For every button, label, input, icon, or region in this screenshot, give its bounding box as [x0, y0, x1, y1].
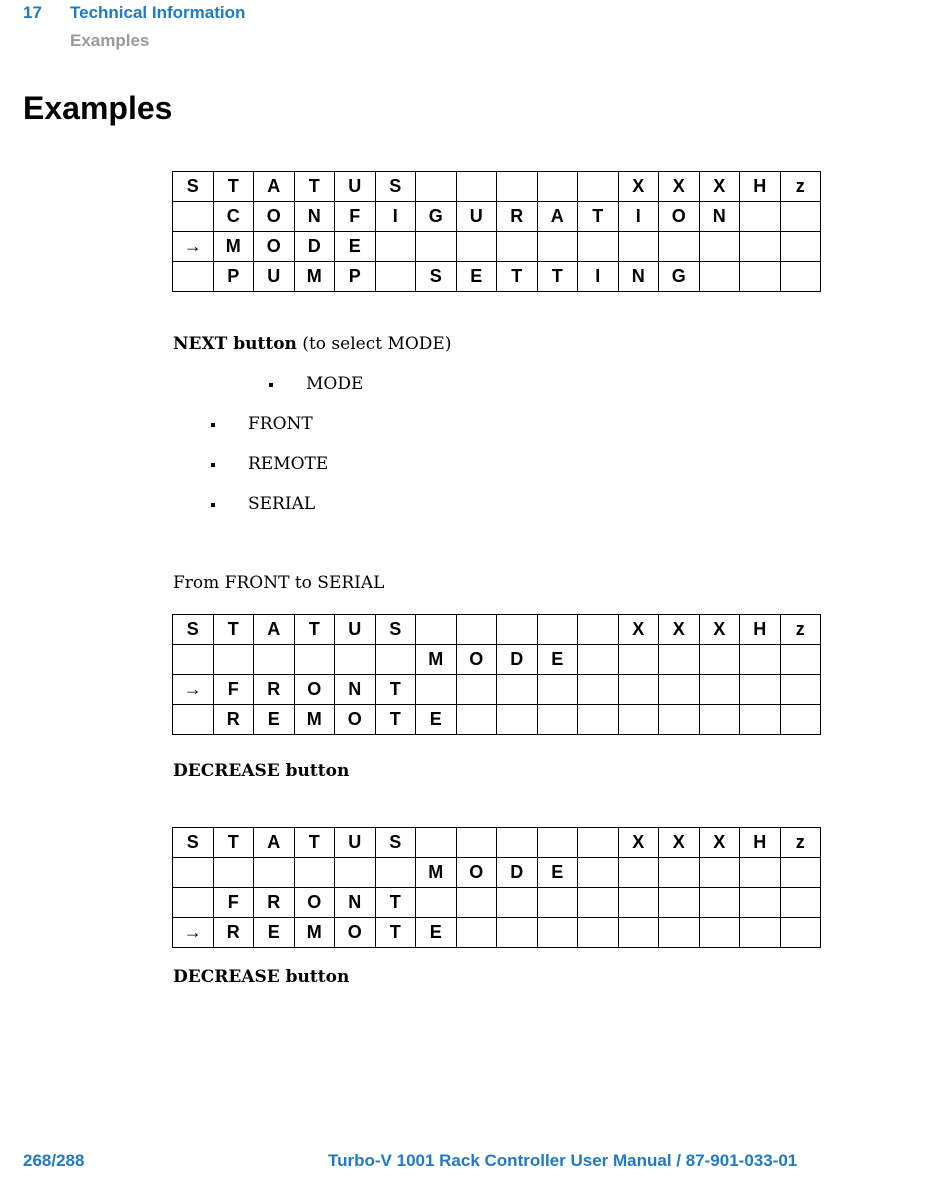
table-cell: M — [294, 262, 335, 292]
table-cell: N — [294, 202, 335, 232]
table-cell: S — [173, 615, 214, 645]
table-cell: S — [173, 172, 214, 202]
table-cell: E — [416, 705, 457, 735]
table-row — [173, 675, 821, 705]
table-cell — [537, 888, 578, 918]
table-cell — [254, 858, 295, 888]
next-button-label: NEXT button — [173, 334, 297, 354]
table-cell — [497, 918, 538, 948]
bullet-icon — [211, 503, 215, 507]
table-cell: G — [659, 262, 700, 292]
table-cell: T — [497, 262, 538, 292]
table-cell: U — [456, 202, 497, 232]
table-cell — [416, 232, 457, 262]
table-cell: X — [699, 172, 740, 202]
table-cell — [537, 615, 578, 645]
table-cell — [740, 858, 781, 888]
table-cell: T — [294, 828, 335, 858]
lcd-display-table — [172, 827, 821, 948]
table-cell: U — [335, 615, 376, 645]
table-cell: S — [375, 615, 416, 645]
table-cell — [780, 202, 821, 232]
table-row — [173, 615, 821, 645]
table-cell — [375, 645, 416, 675]
table-cell — [618, 858, 659, 888]
table-cell — [213, 858, 254, 888]
table-cell — [537, 172, 578, 202]
table-cell — [618, 675, 659, 705]
table-cell: M — [294, 705, 335, 735]
table-cell — [375, 858, 416, 888]
table-cell: T — [537, 262, 578, 292]
list-item: FRONT — [248, 414, 313, 434]
table-cell — [294, 858, 335, 888]
table-cell — [618, 705, 659, 735]
table-cell — [659, 232, 700, 262]
table-cell: R — [254, 888, 295, 918]
table-cell — [578, 232, 619, 262]
table-cell: M — [213, 232, 254, 262]
table-cell — [740, 262, 781, 292]
table-cell — [740, 705, 781, 735]
table-cell — [578, 615, 619, 645]
table-cell: I — [618, 202, 659, 232]
table-cell — [416, 675, 457, 705]
list-item: REMOTE — [248, 454, 329, 474]
table-cell: R — [213, 705, 254, 735]
table-cell — [618, 232, 659, 262]
table-cell — [618, 888, 659, 918]
table-cell: X — [618, 172, 659, 202]
table-cell: R — [254, 675, 295, 705]
table-cell — [578, 828, 619, 858]
table-cell — [659, 918, 700, 948]
table-cell — [740, 645, 781, 675]
table-cell: E — [416, 918, 457, 948]
table-row — [173, 888, 821, 918]
table-cell: → — [173, 232, 214, 262]
table-cell: O — [335, 918, 376, 948]
decrease-button-instruction: DECREASE button — [173, 967, 350, 987]
table-cell — [497, 705, 538, 735]
lcd-display-table — [172, 614, 821, 735]
table-cell — [456, 828, 497, 858]
table-cell: T — [375, 675, 416, 705]
table-cell — [456, 232, 497, 262]
table-cell: P — [335, 262, 376, 292]
table-cell: T — [294, 615, 335, 645]
table-cell: N — [335, 675, 376, 705]
table-cell: E — [537, 645, 578, 675]
table-cell — [578, 918, 619, 948]
table-cell — [780, 675, 821, 705]
table-cell — [497, 675, 538, 705]
next-button-instruction — [173, 334, 451, 354]
table-cell — [497, 888, 538, 918]
table-cell — [618, 645, 659, 675]
table-cell — [740, 202, 781, 232]
table-cell: F — [335, 202, 376, 232]
table-cell: A — [254, 828, 295, 858]
table-cell: O — [294, 675, 335, 705]
table-cell — [740, 918, 781, 948]
table-cell — [578, 858, 619, 888]
table-cell — [497, 232, 538, 262]
table-cell — [173, 202, 214, 232]
table-cell: X — [618, 828, 659, 858]
table-cell — [659, 675, 700, 705]
table-cell: U — [335, 828, 376, 858]
table-cell — [416, 828, 457, 858]
table-cell: z — [780, 172, 821, 202]
table-cell: D — [497, 645, 538, 675]
table-cell: S — [416, 262, 457, 292]
table-cell — [173, 705, 214, 735]
lcd-display-table — [172, 171, 821, 292]
table-cell — [537, 232, 578, 262]
table-cell — [537, 675, 578, 705]
list-item: SERIAL — [248, 494, 316, 514]
manual-title: Turbo-V 1001 Rack Controller User Manual / 87-901-033-01 — [328, 1151, 798, 1170]
table-cell — [375, 262, 416, 292]
table-cell: → — [173, 918, 214, 948]
table-cell — [659, 705, 700, 735]
table-row — [173, 645, 821, 675]
table-cell — [173, 262, 214, 292]
table-cell: T — [213, 828, 254, 858]
table-cell: X — [699, 828, 740, 858]
table-cell — [456, 918, 497, 948]
table-cell: E — [254, 705, 295, 735]
table-cell: X — [659, 172, 700, 202]
table-cell — [578, 675, 619, 705]
table-cell: X — [659, 828, 700, 858]
table-cell — [456, 675, 497, 705]
table-cell — [335, 858, 376, 888]
table-cell — [780, 232, 821, 262]
table-cell: E — [335, 232, 376, 262]
table-cell — [294, 645, 335, 675]
table-cell — [699, 232, 740, 262]
table-row — [173, 828, 821, 858]
table-cell — [375, 232, 416, 262]
table-cell — [618, 918, 659, 948]
table-cell: S — [375, 828, 416, 858]
chapter-title: Technical Information — [70, 3, 246, 22]
table-cell — [780, 888, 821, 918]
table-cell: T — [213, 615, 254, 645]
table-cell: S — [375, 172, 416, 202]
table-cell: T — [213, 172, 254, 202]
table-cell — [780, 645, 821, 675]
table-cell: T — [578, 202, 619, 232]
table-cell — [254, 645, 295, 675]
table-cell: O — [335, 705, 376, 735]
table-cell — [537, 918, 578, 948]
table-cell — [497, 828, 538, 858]
table-cell — [578, 645, 619, 675]
table-cell: O — [659, 202, 700, 232]
table-cell — [578, 705, 619, 735]
table-cell — [780, 262, 821, 292]
table-cell: S — [173, 828, 214, 858]
decrease-button-instruction: DECREASE button — [173, 761, 350, 781]
table-cell: G — [416, 202, 457, 232]
table-cell: E — [456, 262, 497, 292]
chapter-number: 17 — [23, 3, 42, 22]
table-cell: T — [375, 888, 416, 918]
table-cell — [173, 645, 214, 675]
table-cell — [578, 172, 619, 202]
table-cell: M — [416, 858, 457, 888]
table-cell: F — [213, 888, 254, 918]
table-cell: z — [780, 828, 821, 858]
table-cell — [699, 858, 740, 888]
table-row — [173, 232, 821, 262]
table-cell — [699, 705, 740, 735]
table-cell: N — [699, 202, 740, 232]
table-row — [173, 705, 821, 735]
table-cell: D — [497, 858, 538, 888]
table-cell: T — [375, 705, 416, 735]
section-name: Examples — [70, 31, 150, 50]
table-cell: A — [254, 172, 295, 202]
table-cell — [537, 705, 578, 735]
table-cell: O — [254, 232, 295, 262]
table-cell: U — [254, 262, 295, 292]
table-cell — [740, 232, 781, 262]
table-cell — [699, 645, 740, 675]
table-cell: I — [578, 262, 619, 292]
table-cell: H — [740, 828, 781, 858]
table-row — [173, 918, 821, 948]
table-row — [173, 202, 821, 232]
table-cell — [659, 858, 700, 888]
table-cell — [335, 645, 376, 675]
table-cell: T — [294, 172, 335, 202]
table-cell: O — [254, 202, 295, 232]
table-row — [173, 262, 821, 292]
table-cell: X — [618, 615, 659, 645]
from-front-to-serial-text: From FRONT to SERIAL — [173, 573, 385, 593]
table-cell — [740, 675, 781, 705]
table-cell: E — [537, 858, 578, 888]
table-cell — [699, 675, 740, 705]
table-cell: E — [254, 918, 295, 948]
table-cell: R — [213, 918, 254, 948]
table-cell: O — [456, 858, 497, 888]
table-cell — [456, 615, 497, 645]
table-cell: M — [416, 645, 457, 675]
table-cell: z — [780, 615, 821, 645]
table-cell: I — [375, 202, 416, 232]
table-row — [173, 858, 821, 888]
table-cell — [456, 172, 497, 202]
table-cell: R — [497, 202, 538, 232]
table-cell: H — [740, 615, 781, 645]
table-cell — [173, 888, 214, 918]
table-cell — [213, 645, 254, 675]
table-cell: N — [335, 888, 376, 918]
table-cell — [456, 888, 497, 918]
table-row — [173, 172, 821, 202]
table-cell — [416, 888, 457, 918]
page-number: 268/288 — [23, 1151, 85, 1170]
table-cell — [659, 645, 700, 675]
table-cell — [699, 262, 740, 292]
table-cell — [173, 858, 214, 888]
table-cell — [578, 888, 619, 918]
table-cell — [659, 888, 700, 918]
table-cell: D — [294, 232, 335, 262]
table-cell — [780, 918, 821, 948]
table-cell: A — [537, 202, 578, 232]
table-cell: N — [618, 262, 659, 292]
table-cell — [699, 918, 740, 948]
table-cell: → — [173, 675, 214, 705]
table-cell — [780, 705, 821, 735]
table-cell: F — [213, 675, 254, 705]
table-cell: U — [335, 172, 376, 202]
table-cell: T — [375, 918, 416, 948]
table-cell: C — [213, 202, 254, 232]
bullet-icon — [211, 463, 215, 467]
table-cell: X — [699, 615, 740, 645]
table-cell — [497, 615, 538, 645]
bullet-icon — [211, 423, 215, 427]
table-cell — [740, 888, 781, 918]
table-cell: O — [294, 888, 335, 918]
bullet-icon — [269, 383, 273, 387]
next-button-note: (to select MODE) — [296, 334, 452, 354]
table-cell: X — [659, 615, 700, 645]
list-item: MODE — [306, 374, 364, 394]
table-cell: O — [456, 645, 497, 675]
table-cell — [780, 858, 821, 888]
table-cell: M — [294, 918, 335, 948]
table-cell: P — [213, 262, 254, 292]
table-cell — [456, 705, 497, 735]
table-cell — [537, 828, 578, 858]
table-cell — [497, 172, 538, 202]
table-cell: H — [740, 172, 781, 202]
table-cell: A — [254, 615, 295, 645]
table-cell — [699, 888, 740, 918]
table-cell — [416, 615, 457, 645]
table-cell — [416, 172, 457, 202]
page-title: Examples — [23, 90, 173, 126]
